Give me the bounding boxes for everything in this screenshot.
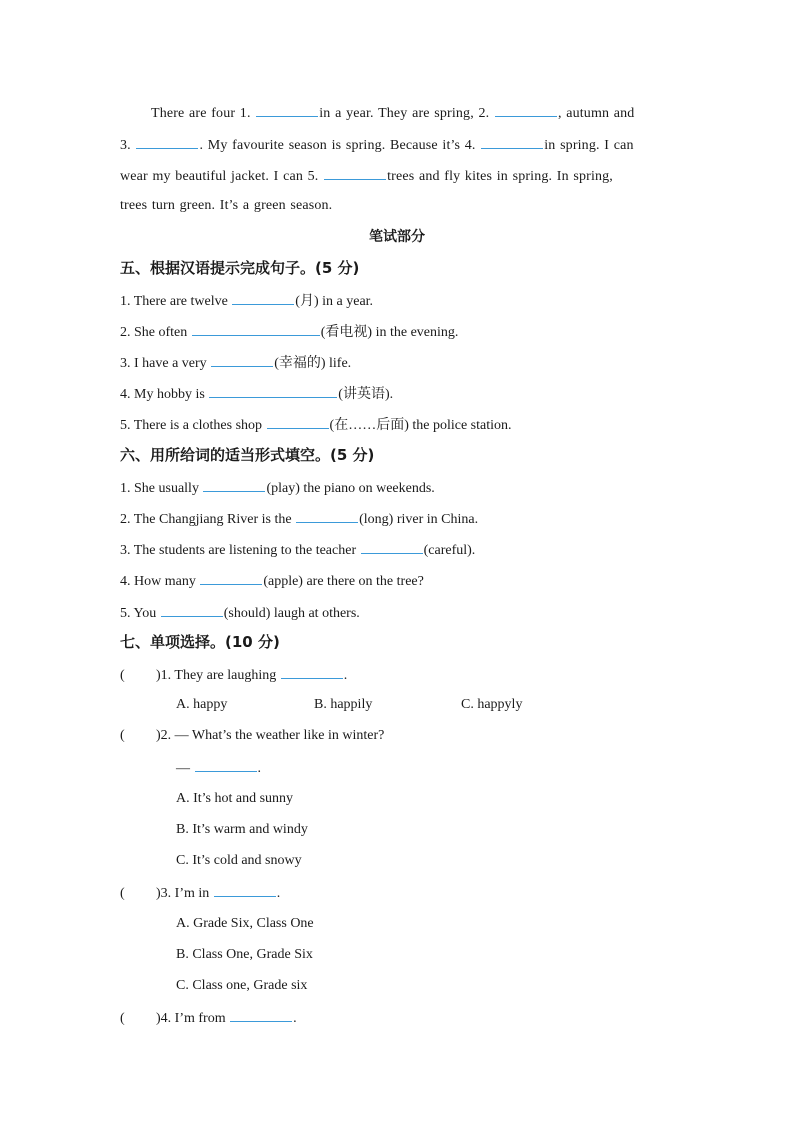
- option-b[interactable]: B. happily: [314, 697, 373, 712]
- item-text: (should) laugh at others.: [223, 606, 360, 621]
- option-c[interactable]: C. It’s cold and snowy: [176, 853, 302, 868]
- item-text: 2. She often: [120, 325, 188, 340]
- item-text: (幸福的) life.: [274, 356, 352, 371]
- punctuation: .: [293, 1011, 297, 1026]
- item-text: 5. There is a clothes shop: [120, 418, 263, 433]
- s5-blank-4[interactable]: [209, 384, 337, 398]
- written-part-title: 笔试部分: [369, 229, 425, 245]
- answer-blank-3[interactable]: [136, 135, 198, 149]
- item-text: 1. There are twelve: [120, 294, 228, 309]
- s7-q3-blank[interactable]: [214, 883, 276, 897]
- s7-q2-reply: [176, 758, 261, 778]
- passage-text: trees and fly kites in spring. In spring,: [387, 169, 613, 184]
- passage-text: 3.: [120, 138, 131, 153]
- item-text: (careful).: [423, 543, 476, 558]
- s6-blank-2[interactable]: [296, 509, 358, 523]
- answer-blank-2[interactable]: [495, 103, 557, 117]
- passage-line-1: [151, 103, 634, 123]
- s6-item-4: [120, 571, 424, 591]
- item-text: 2. The Changjiang River is the: [120, 512, 292, 527]
- s5-blank-3[interactable]: [211, 353, 273, 367]
- s5-blank-5[interactable]: [267, 415, 329, 429]
- item-text: 5. You: [120, 606, 157, 621]
- section-6-title: 六、用所给词的适当形式填空。(5 分): [120, 446, 375, 464]
- answer-paren[interactable]: (: [120, 1011, 125, 1026]
- passage-text: in spring. I can: [544, 138, 634, 153]
- item-text: (apple) are there on the tree?: [263, 574, 424, 589]
- s6-item-5: [120, 603, 360, 623]
- item-text: (讲英语).: [338, 387, 394, 402]
- s6-item-2: [120, 509, 478, 529]
- answer-paren[interactable]: (: [120, 728, 125, 743]
- s7-q1-blank[interactable]: [281, 665, 343, 679]
- question-stem: )3. I’m in: [156, 886, 210, 901]
- s6-blank-5[interactable]: [161, 603, 223, 617]
- punctuation: .: [343, 668, 348, 683]
- passage-line-2: [120, 135, 634, 155]
- item-text: (在……后面) the police station.: [329, 418, 512, 433]
- s7-question-2: [120, 727, 384, 745]
- s7-q2-blank[interactable]: [195, 758, 257, 772]
- option-b[interactable]: B. It’s warm and windy: [176, 822, 308, 837]
- question-stem: )2. — What’s the weather like in winter?: [156, 728, 385, 743]
- s6-blank-3[interactable]: [361, 540, 423, 554]
- answer-paren[interactable]: (: [120, 668, 125, 683]
- item-text: (月) in a year.: [295, 294, 374, 309]
- answer-paren[interactable]: (: [120, 886, 125, 901]
- item-text: 3. The students are listening to the teacher: [120, 543, 357, 558]
- question-stem: )4. I’m from: [156, 1011, 226, 1026]
- s6-blank-4[interactable]: [200, 571, 262, 585]
- s7-q4-blank[interactable]: [230, 1008, 292, 1022]
- punctuation: .: [276, 886, 281, 901]
- question-stem: )1. They are laughing: [156, 668, 277, 683]
- option-c[interactable]: C. Class one, Grade six: [176, 978, 308, 993]
- passage-line-4: trees turn green. It’s a green season.: [120, 198, 333, 213]
- s7-question-4: [120, 1008, 297, 1028]
- s7-q1-options: [176, 696, 522, 714]
- punctuation: .: [257, 761, 261, 776]
- passage-text: There are four 1.: [151, 106, 251, 121]
- s5-item-4: [120, 384, 393, 404]
- item-text: (long) river in China.: [359, 512, 479, 527]
- option-b[interactable]: B. Class One, Grade Six: [176, 947, 313, 962]
- item-text: (看电视) in the evening.: [320, 325, 459, 340]
- item-text: 4. How many: [120, 574, 196, 589]
- s7-question-3: [120, 883, 280, 903]
- passage-text: . My favourite season is spring. Because it’s 4.: [199, 138, 476, 153]
- dash: —: [176, 761, 190, 776]
- s5-item-1: [120, 291, 373, 311]
- item-text: 1. She usually: [120, 481, 199, 496]
- s5-item-2: [120, 322, 458, 342]
- passage-line-3: [120, 166, 613, 186]
- s6-item-1: [120, 478, 435, 498]
- s5-blank-2[interactable]: [192, 322, 320, 336]
- s7-question-1: [120, 665, 347, 685]
- passage-text: , autumn and: [557, 106, 635, 121]
- s6-blank-1[interactable]: [203, 478, 265, 492]
- option-a[interactable]: A. It’s hot and sunny: [176, 791, 294, 806]
- s5-blank-1[interactable]: [232, 291, 294, 305]
- section-5-title: 五、根据汉语提示完成句子。(5 分): [120, 259, 360, 277]
- item-text: (play) the piano on weekends.: [266, 481, 435, 496]
- option-a[interactable]: A. happy: [176, 697, 228, 712]
- item-text: 4. My hobby is: [120, 387, 205, 402]
- option-c[interactable]: C. happyly: [461, 697, 523, 712]
- s5-item-3: [120, 353, 351, 373]
- passage-text: in a year. They are spring, 2.: [319, 106, 490, 121]
- s6-item-3: [120, 540, 475, 560]
- option-a[interactable]: A. Grade Six, Class One: [176, 916, 314, 931]
- passage-text: wear my beautiful jacket. I can 5.: [120, 169, 319, 184]
- answer-blank-5[interactable]: [324, 166, 386, 180]
- item-text: 3. I have a very: [120, 356, 207, 371]
- section-7-title: 七、单项选择。(10 分): [120, 633, 280, 651]
- s5-item-5: [120, 415, 512, 435]
- answer-blank-4[interactable]: [481, 135, 543, 149]
- answer-blank-1[interactable]: [256, 103, 318, 117]
